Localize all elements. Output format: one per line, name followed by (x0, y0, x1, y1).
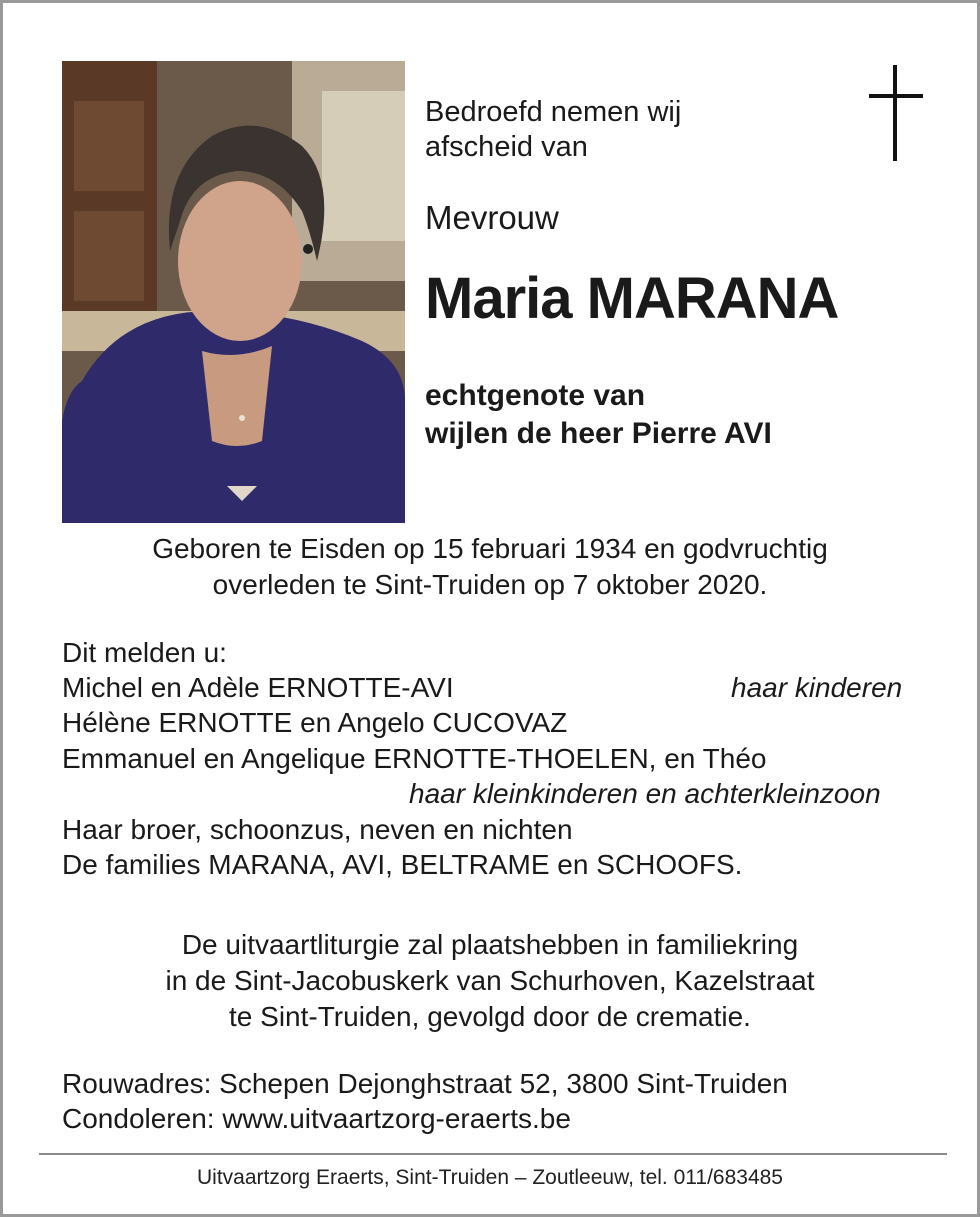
announcer-line: Emmanuel en Angelique ERNOTTE-THOELEN, en Théo (62, 743, 767, 774)
honorific: Mevrouw (425, 199, 559, 236)
spouse-text: echtgenote van wijlen de heer Pierre AVI (425, 379, 772, 450)
cross-icon (865, 65, 927, 163)
mourning-address: Rouwadres: Schepen Dejonghstraat 52, 3800 Sint-Truiden (62, 1068, 788, 1099)
portrait-photo (62, 61, 405, 523)
condolence-link: Condoleren: www.uitvaartzorg-eraerts.be (62, 1103, 571, 1134)
birth-death-text: Geboren te Eisden op 15 februari 1934 en godvruchtig overleden te Sint-Truiden op 7 oktober 2020. (152, 533, 828, 600)
intro-text: Bedroefd nemen wij afscheid van (425, 96, 682, 163)
announcer-line: Michel en Adèle ERNOTTE-AVI (62, 672, 454, 703)
funeral-details: De uitvaartliturgie zal plaatshebben in familiekring in de Sint-Jacobuskerk van Schurhoven, Kazelstraat te Sint-Truiden, gevolgd door de crematie. (165, 929, 815, 1032)
role-children: haar kinderen (731, 672, 903, 703)
role-grandchildren: haar kleinkinderen en achterkleinzoon (409, 778, 881, 809)
deceased-name: Maria MARANA (425, 266, 839, 331)
divider (39, 1153, 947, 1155)
announcer-line: De families MARANA, AVI, BELTRAME en SCHOOFS. (62, 849, 743, 880)
announcer-line: Haar broer, schoonzus, neven en nichten (62, 814, 573, 845)
announcers-heading: Dit melden u: (62, 637, 227, 668)
funeral-home-footer: Uitvaartzorg Eraerts, Sint-Truiden – Zoutleeuw, tel. 011/683485 (197, 1166, 783, 1189)
announcer-line: Hélène ERNOTTE en Angelo CUCOVAZ (62, 707, 568, 738)
